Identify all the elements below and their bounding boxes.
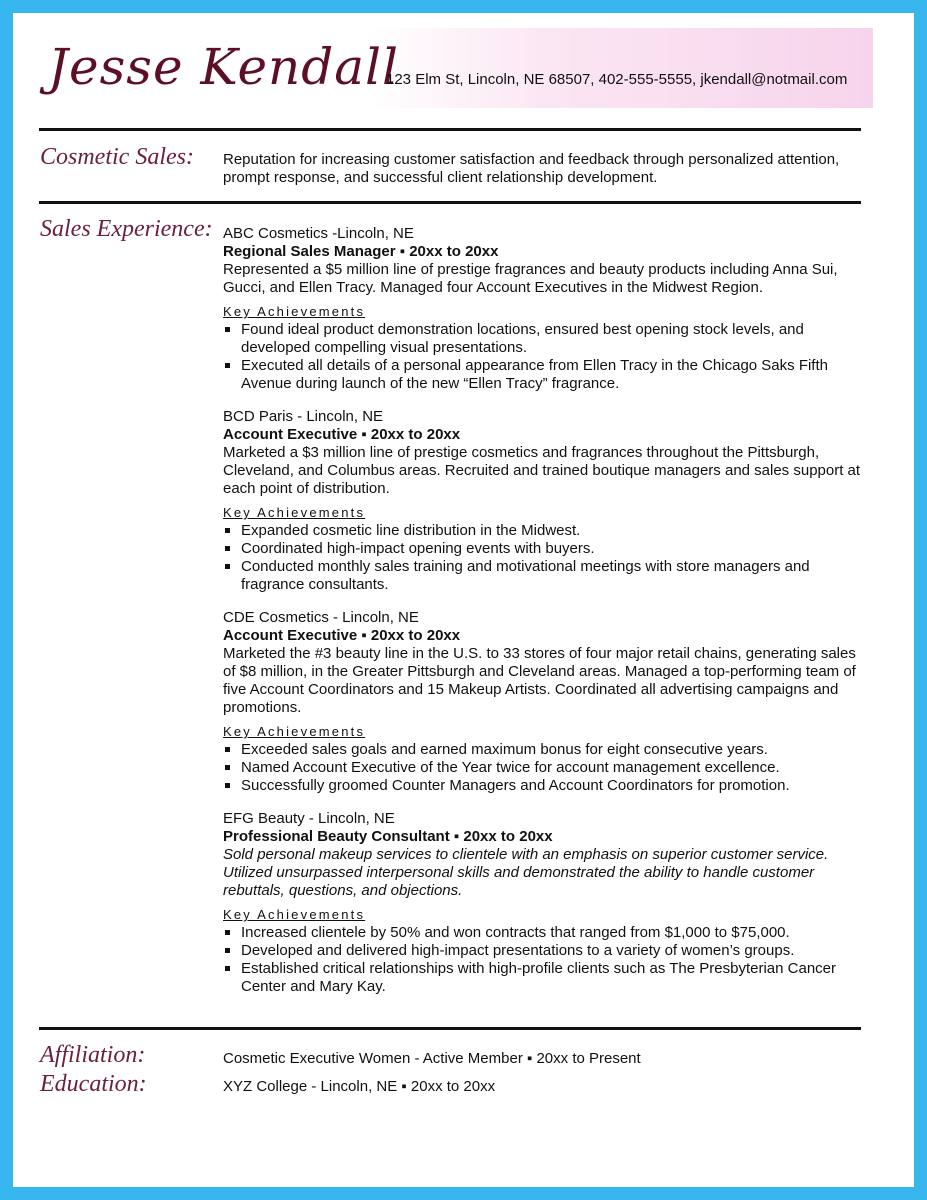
key-achievements-heading: Key Achievements: [223, 304, 366, 319]
achievements-list: [223, 522, 863, 594]
divider: [39, 201, 861, 204]
job-company: ABC Cosmetics -Lincoln, NE: [223, 225, 414, 242]
job-entry: [223, 408, 863, 594]
achievement-item: Found ideal product demonstration locations, ensured best opening stock levels, and developed compelling visual presentations.: [223, 321, 863, 357]
achievement-item: Named Account Executive of the Year twice for account management excellence.: [223, 759, 863, 777]
divider: [39, 128, 861, 131]
summary-text: [223, 151, 863, 187]
education-text: XYZ College - Lincoln, NE ▪ 20xx to 20xx: [223, 1078, 496, 1095]
affiliation-text: Cosmetic Executive Women - Active Member ▪ 20xx to Present: [223, 1050, 641, 1067]
summary-label: Cosmetic Sales:: [40, 144, 194, 170]
achievement-item: Coordinated high-impact opening events with buyers.: [223, 540, 863, 558]
job-description: Represented a $5 million line of prestige fragrances and beauty products including Anna Sui, Gucci, and Ellen Tracy. Managed four Account Executives in the Midwest Region.: [223, 261, 838, 296]
achievements-list: [223, 741, 863, 795]
contact-info: 123 Elm St, Lincoln, NE 68507, 402-555-5555, jkendall@notmail.com: [386, 71, 848, 88]
job-entry: [223, 225, 863, 393]
job-company: BCD Paris - Lincoln, NE: [223, 408, 384, 425]
affiliation-label: Affiliation:: [40, 1042, 146, 1068]
achievements-list: [223, 924, 863, 996]
job-entry: [223, 810, 863, 996]
achievement-item: Conducted monthly sales training and motivational meetings with store managers and fragrance consultants.: [223, 558, 863, 594]
job-description: Marketed the #3 beauty line in the U.S. to 33 stores of four major retail chains, generating sales of $8 million, in the Greater Pittsburgh and Cleveland areas. Managed a top-performing team of five Account Coordinators and 15 Makeup Artists. Coordinated all advertising campaigns and promotions.: [223, 645, 856, 716]
job-entry: [223, 609, 863, 795]
achievement-item: Increased clientele by 50% and won contracts that ranged from $1,000 to $75,000.: [223, 924, 863, 942]
job-description: Sold personal makeup services to clientele with an emphasis on superior customer service. Utilized unsurpassed interpersonal skills and demonstrated the ability to handle customer rebuttals, questions, and objections.: [223, 846, 829, 899]
achievement-item: Executed all details of a personal appearance from Ellen Tracy in the Chicago Saks Fifth Avenue during launch of the new “Ellen Tracy” fragrance.: [223, 357, 863, 393]
achievement-item: Successfully groomed Counter Managers and Account Coordinators for promotion.: [223, 777, 863, 795]
achievement-item: Expanded cosmetic line distribution in the Midwest.: [223, 522, 863, 540]
achievement-item: Established critical relationships with high-profile clients such as The Presbyterian Cancer Center and Mary Kay.: [223, 960, 863, 996]
achievement-item: Exceeded sales goals and earned maximum bonus for eight consecutive years.: [223, 741, 863, 759]
key-achievements-heading: Key Achievements: [223, 724, 366, 739]
key-achievements-heading: Key Achievements: [223, 505, 366, 520]
job-company: EFG Beauty - Lincoln, NE: [223, 810, 395, 827]
education-label: Education:: [40, 1071, 147, 1097]
experience-section: [223, 225, 863, 996]
divider: [39, 1027, 861, 1030]
job-title: Professional Beauty Consultant ▪ 20xx to 20xx: [223, 828, 553, 845]
key-achievements-heading: Key Achievements: [223, 907, 366, 922]
job-description: Marketed a $3 million line of prestige cosmetics and fragrances throughout the Pittsburgh, Cleveland, and Columbus areas. Recruited and trained boutique managers and sales support at each point of distribution.: [223, 444, 861, 497]
experience-label: Sales Experience:: [40, 216, 213, 242]
candidate-name: Jesse Kendall: [48, 38, 400, 96]
job-title: Account Executive ▪ 20xx to 20xx: [223, 426, 461, 443]
summary-paragraph: Reputation for increasing customer satisfaction and feedback through personalized attention, prompt response, and successful client relationship development.: [223, 151, 840, 186]
job-title: Regional Sales Manager ▪ 20xx to 20xx: [223, 243, 499, 260]
achievements-list: [223, 321, 863, 393]
job-title: Account Executive ▪ 20xx to 20xx: [223, 627, 461, 644]
achievement-item: Developed and delivered high-impact presentations to a variety of women’s groups.: [223, 942, 863, 960]
job-company: CDE Cosmetics - Lincoln, NE: [223, 609, 419, 626]
header-band: [372, 28, 873, 108]
